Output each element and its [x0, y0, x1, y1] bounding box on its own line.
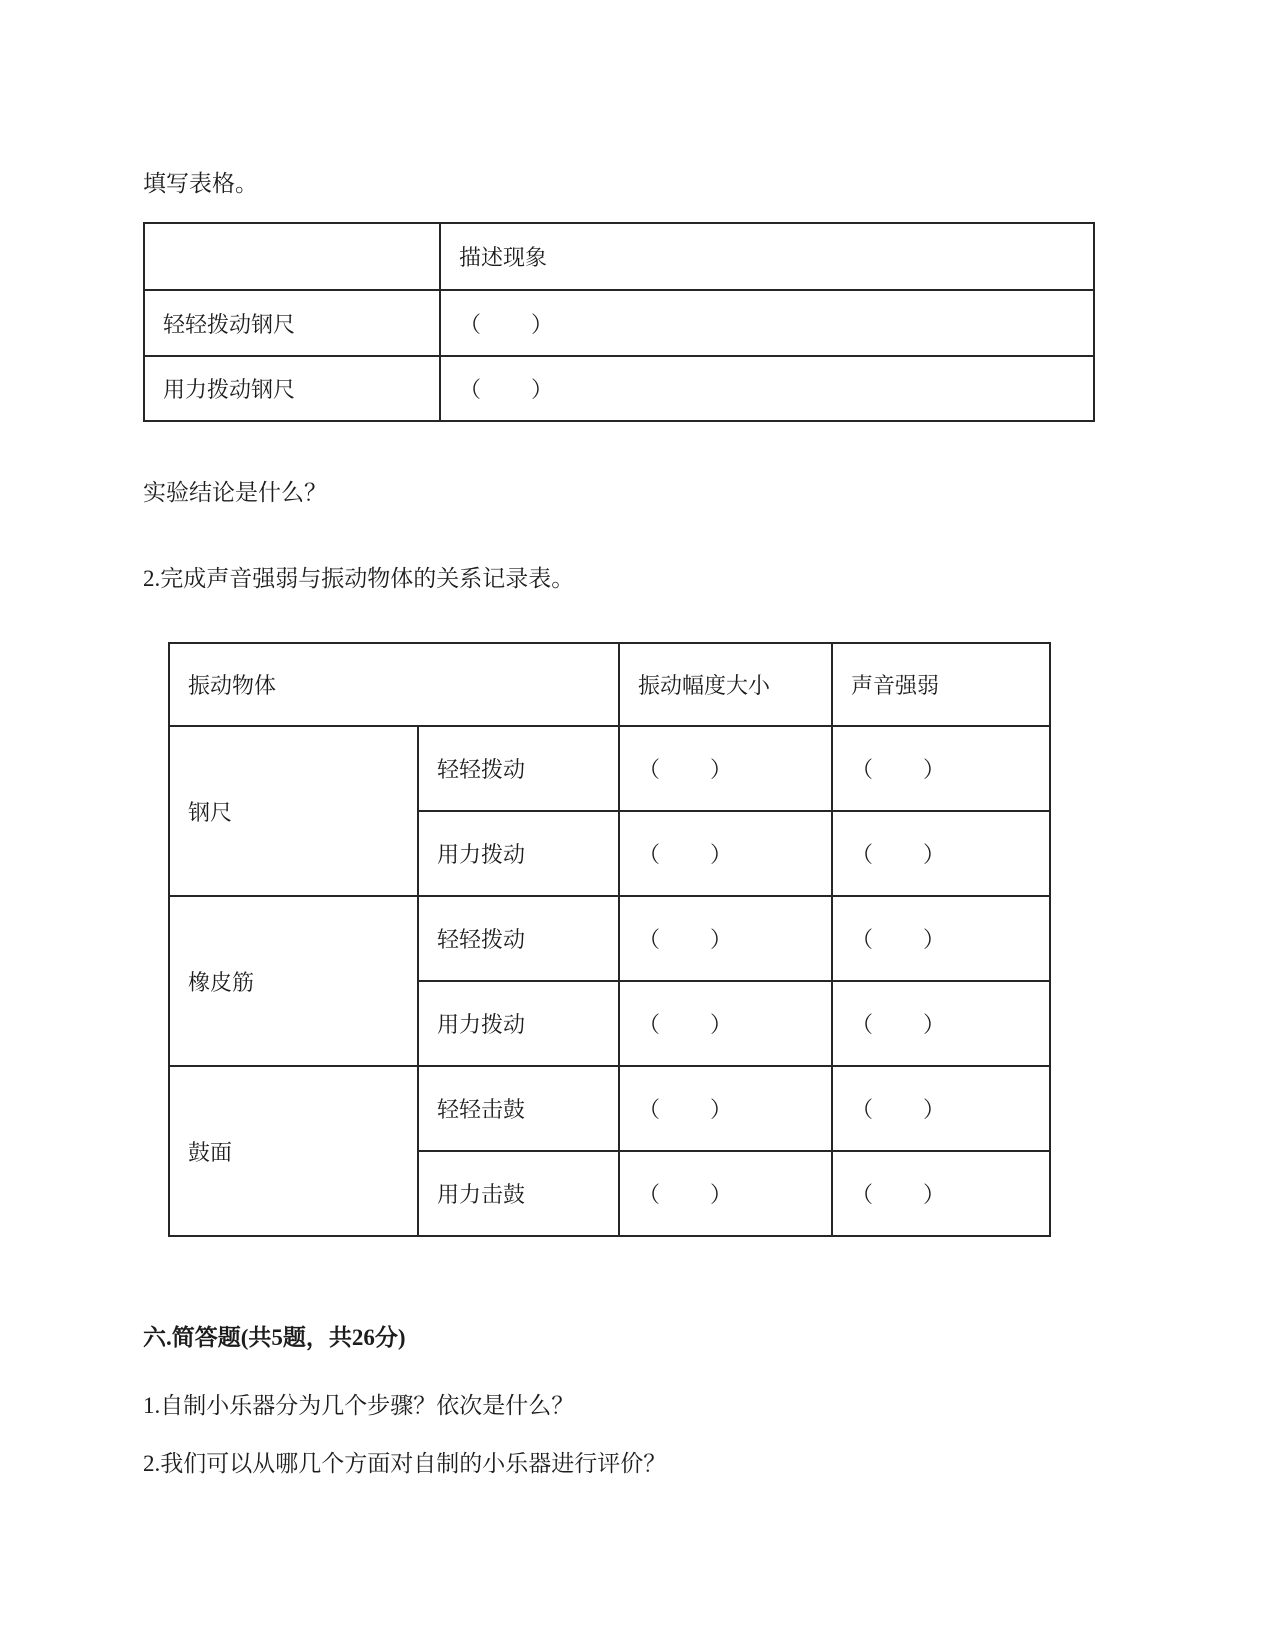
- header-describe-cell: 描述现象: [440, 223, 1094, 290]
- short-question-1: 1.自制小乐器分为几个步骤？依次是什么？: [143, 1393, 575, 1418]
- intro-text: 填写表格。: [143, 171, 258, 196]
- amplitude-blank-cell: （ ）: [619, 726, 832, 811]
- row-label-cell: 用力拨动钢尺: [144, 356, 440, 421]
- object-group-cell: 鼓面: [169, 1066, 418, 1236]
- record-table: [168, 642, 1051, 1237]
- action-cell: 用力拨动: [418, 811, 619, 896]
- table-row: [169, 1066, 1050, 1151]
- answer-blank-cell: （ ）: [440, 290, 1094, 356]
- table-header-row: [144, 223, 1094, 290]
- strength-blank-cell: （ ）: [832, 726, 1050, 811]
- row-label-cell: 轻轻拨动钢尺: [144, 290, 440, 356]
- action-cell: 用力击鼓: [418, 1151, 619, 1236]
- amplitude-blank-cell: （ ）: [619, 1151, 832, 1236]
- amplitude-blank-cell: （ ）: [619, 1066, 832, 1151]
- amplitude-blank-cell: （ ）: [619, 981, 832, 1066]
- table-header-row: [169, 643, 1050, 726]
- strength-blank-cell: （ ）: [832, 896, 1050, 981]
- strength-blank-cell: （ ）: [832, 981, 1050, 1066]
- action-cell: 轻轻拨动: [418, 896, 619, 981]
- header-strength-cell: 声音强弱: [832, 643, 1050, 726]
- header-amplitude-cell: 振动幅度大小: [619, 643, 832, 726]
- answer-blank-cell: （ ）: [440, 356, 1094, 421]
- action-cell: 轻轻击鼓: [418, 1066, 619, 1151]
- table-row: [144, 290, 1094, 356]
- short-question-2: 2.我们可以从哪几个方面对自制的小乐器进行评价？: [143, 1451, 667, 1476]
- strength-blank-cell: （ ）: [832, 1066, 1050, 1151]
- strength-blank-cell: （ ）: [832, 811, 1050, 896]
- table-row: [169, 726, 1050, 811]
- question2-text: 2.完成声音强弱与振动物体的关系记录表。: [143, 566, 575, 591]
- header-empty-cell: [144, 223, 440, 290]
- table-row: [144, 356, 1094, 421]
- amplitude-blank-cell: （ ）: [619, 896, 832, 981]
- object-group-cell: 钢尺: [169, 726, 418, 896]
- conclusion-question: 实验结论是什么？: [143, 480, 327, 505]
- phenomena-table: [143, 222, 1095, 422]
- object-group-cell: 橡皮筋: [169, 896, 418, 1066]
- section-header: 六.简答题(共5题，共26分): [143, 1325, 406, 1350]
- action-cell: 用力拨动: [418, 981, 619, 1066]
- strength-blank-cell: （ ）: [832, 1151, 1050, 1236]
- table-row: [169, 896, 1050, 981]
- amplitude-blank-cell: （ ）: [619, 811, 832, 896]
- header-object-cell: 振动物体: [169, 643, 619, 726]
- action-cell: 轻轻拨动: [418, 726, 619, 811]
